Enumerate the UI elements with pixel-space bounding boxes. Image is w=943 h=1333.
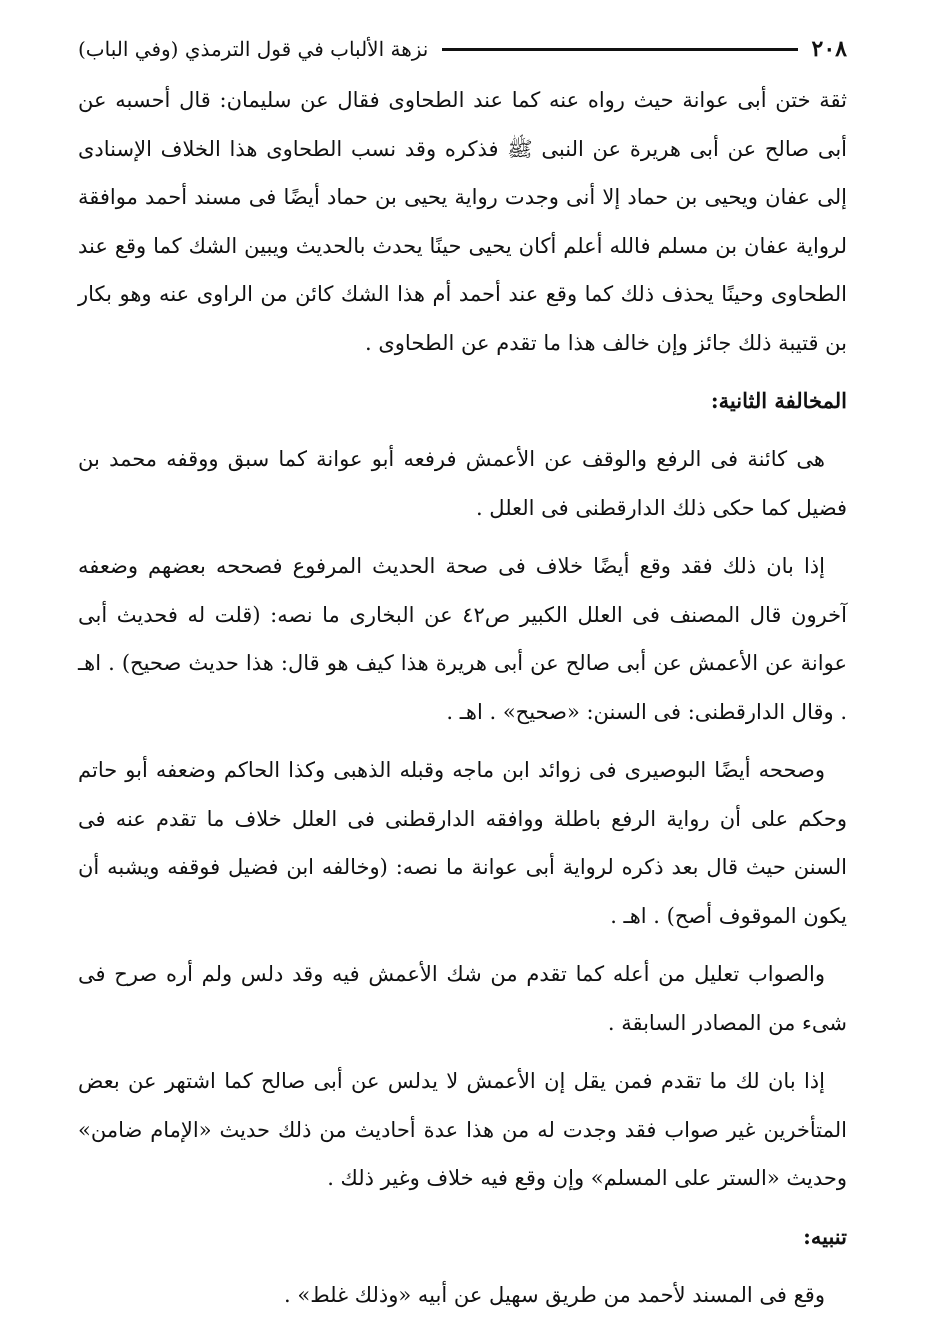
- section-heading-second-discrepancy: المخالفة الثانية:: [710, 388, 847, 413]
- header-divider: [442, 48, 797, 51]
- paragraph-5: والصواب تعليل من أعله كما تقدم من شك الأعمش فيه وقد دلس ولم أره صرح فى شىء من المصادر السابقة .: [78, 962, 847, 1035]
- paragraph-1: ثقة ختن أبى عوانة حيث رواه عنه كما عند الطحاوى فقال عن سليمان: قال أحسبه عن أبى صالح عن أبى هريرة عن النبى ﷺ فذكره وقد نسب الطحاوى هذا الخلاف الإسنادى إلى عفان ويحيى بن حماد إلا أنى وجدت رواية يحيى بن حماد أيضًا فى مسند أحمد موافقة لرواية عفان بن مسلم فالله أعلم أكان يحيى حينًا يحدث بالحديث ويبين الشك كما وقع عند الطحاوى وحينًا يحذف ذلك كما وقع عند أحمد أم هذا الشك كائن من الراوى عنه وهو بكار بن قتيبة ذلك جائز وإن خالف هذا ما تقدم عن الطحاوى .: [78, 88, 847, 355]
- paragraph-4: وصححه أيضًا البوصيرى فى زوائد ابن ماجه وقبله الذهبى وكذا الحاكم وضعفه أبو حاتم وحكم على أن رواية الرفع باطلة ووافقه الدارقطنى فى العلل خلاف ما تقدم عنه فى السنن حيث قال بعد ذكره لرواية أبى عوانة ما نصه: (وخالفه ابن فضيل فوقفه ويشبه أن يكون الموقوف أصح) . اهـ .: [78, 758, 847, 928]
- paragraph-3: إذا بان ذلك فقد وقع أيضًا خلاف فى صحة الحديث المرفوع فصححه بعضهم وضعفه آخرون قال المصنف فى العلل الكبير ص٤٢ عن البخارى ما نصه: (قلت له فحديث أبى عوانة عن الأعمش عن أبى صالح عن أبى هريرة هذا كيف هو قال: هذا حديث صحيح) . اهـ . وقال الدارقطنى: فى السنن: «صحيح» . اهـ .: [78, 554, 847, 724]
- page-header: [78, 34, 847, 64]
- running-title: نزهة الألباب في قول الترمذي (وفي الباب): [78, 37, 429, 61]
- paragraph-6: إذا بان لك ما تقدم فمن يقل إن الأعمش لا يدلس عن أبى صالح كما اشتهر عن بعض المتأخرين غير صواب فقد وجدت له من هذا عدة أحاديث من ذلك حديث «الإمام ضامن» وحديث «الستر على المسلم» وإن وقع فيه خلاف وغير ذلك .: [78, 1069, 847, 1190]
- page-number: ٢٠٨: [811, 36, 847, 62]
- paragraph-7: وقع فى المسند لأحمد من طريق سهيل عن أبيه «وذلك غلط» .: [284, 1282, 825, 1307]
- paragraph-2: هى كائنة فى الرفع والوقف عن الأعمش فرفعه أبو عوانة كما سبق ووقفه محمد بن فضيل كما حكى ذلك الدارقطنى فى العلل .: [78, 447, 847, 520]
- page-body: [78, 76, 847, 1319]
- section-heading-note: تنبيه:: [803, 1223, 847, 1249]
